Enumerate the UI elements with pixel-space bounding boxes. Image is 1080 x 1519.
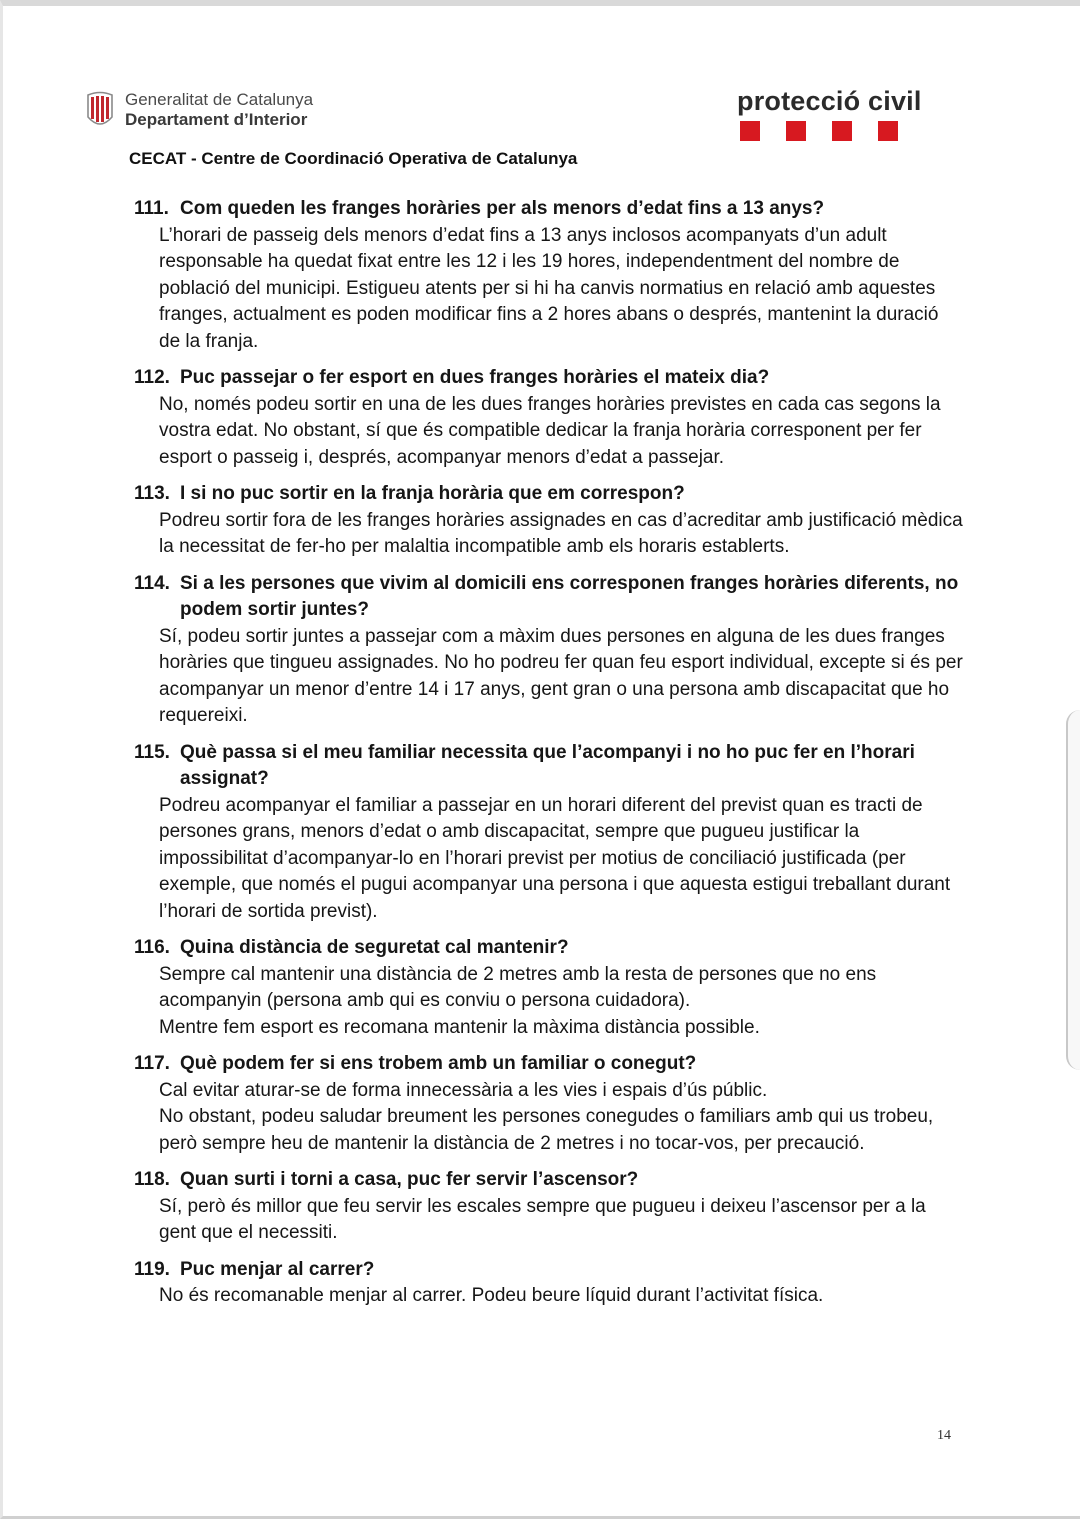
scroll-handle[interactable]	[1066, 710, 1080, 1070]
department-name: Departament d’Interior	[125, 110, 308, 129]
faq-item-115	[134, 740, 964, 926]
faq-item-117	[134, 1051, 964, 1157]
question-number: 117.	[134, 1053, 170, 1074]
proteccio-civil-logo	[737, 85, 937, 141]
answer-paragraph: Podreu acompanyar el familiar a passejar en un horari diferent del previst quan es tracti de persones grans, menors d’edat o amb discapacitat, sempre que pugueu justificar la impossibilitat d’acompanyar-lo en l’horari previst per motius de conciliació justificada (per exemple, que només el pugui acompanyar una persona i que aquesta estigui treballant durant l’horari de sortida previst).	[159, 794, 951, 922]
question-text: Com queden les franges horàries per als menors d’edat fins a 13 anys?	[180, 198, 825, 219]
question-text: Què podem fer si ens trobem amb un familiar o conegut?	[180, 1053, 697, 1074]
faq-list	[134, 196, 964, 1320]
answer-paragraph: Podreu sortir fora de les franges horàries assignades en cas d’acreditar amb justificació mèdica la necessitat de fer-ho per malaltia incompatible amb els horaris establerts.	[159, 509, 963, 557]
faq-item-112	[134, 365, 964, 471]
question-number: 115.	[134, 741, 170, 763]
question-number: 111.	[134, 198, 169, 219]
generalitat-logo	[86, 90, 313, 130]
red-square-icon	[832, 121, 852, 141]
answer-paragraph: Sempre cal mantenir una distància de 2 metres amb la resta de persones que no ens acompanyin (persona amb qui es conviu o persona cuidadora).	[159, 963, 877, 1011]
question-number: 119.	[134, 1258, 170, 1280]
question-number: 112.	[134, 367, 170, 388]
red-square-icon	[740, 121, 760, 141]
generalitat-emblem-icon	[86, 91, 114, 129]
answer-paragraph: No és recomanable menjar al carrer. Podeu beure líquid durant l’activitat física.	[159, 1285, 824, 1306]
answer-paragraph: No obstant, podeu saludar breument les persones conegudes o familiars amb qui us trobeu, però sempre heu de mantenir la distància de 2 metres i no tocar-vos, per precaució.	[159, 1106, 934, 1154]
faq-item-119	[134, 1257, 964, 1310]
answer-paragraph: No, només podeu sortir en una de les dues franges horàries previstes en cada cas segons la vostra edat. No obstant, sí que és compatible dedicar la franja horària corresponent per fer esport o passeig i, després, acompanyar menors d’edat a passejar.	[159, 393, 941, 468]
answer-paragraph: Mentre fem esport es recomana mantenir la màxima distància possible.	[159, 1016, 760, 1038]
question-number: 118.	[134, 1169, 170, 1190]
proteccio-civil-squares	[740, 121, 937, 141]
faq-item-118	[134, 1167, 964, 1247]
question-number: 114.	[134, 572, 170, 594]
question-text: Puc passejar o fer esport en dues franges horàries el mateix dia?	[180, 367, 770, 388]
answer-paragraph: Cal evitar aturar-se de forma innecessària a les vies i espais d’ús públic.	[159, 1079, 768, 1101]
answer-paragraph: Sí, podeu sortir juntes a passejar com a màxim dues persones en alguna de les dues franges horàries que tingueu assignades. No ho podreu fer quan feu esport individual, excepte si és per acompanyar un menor d’entre 14 i 17 anys, gent gran o una persona amb discapacitat que ho requereixi.	[159, 625, 963, 726]
question-text: I si no puc sortir en la franja horària que em correspon?	[180, 483, 685, 504]
answer-paragraph: Sí, però és millor que feu servir les escales sempre que pugueu i deixeu l’ascensor per a la gent que el necessiti.	[159, 1195, 926, 1243]
faq-item-113	[134, 481, 964, 561]
question-number: 113.	[134, 483, 170, 504]
red-square-icon	[786, 121, 806, 141]
red-square-icon	[878, 121, 898, 141]
page-number: 14	[937, 1428, 951, 1443]
proteccio-civil-title: protecció civil	[737, 86, 922, 116]
faq-item-114	[134, 571, 964, 730]
question-text: Quan surti i torni a casa, puc fer servir l’ascensor?	[180, 1169, 639, 1190]
faq-item-116	[134, 935, 964, 1041]
generalitat-name: Generalitat de Catalunya	[125, 90, 314, 109]
answer-paragraph: L’horari de passeig dels menors d’edat fins a 13 anys inclosos acompanyats d’un adult responsable ha quedat fixat entre les 12 i les 19 hores, independentment del nombre de població del municipi. Estigueu atents per si hi ha canvis normatius en relació amb aquestes franges, actualment es poden modificar fins a 2 hores abans o després, mantenint la duració de la franja.	[159, 224, 939, 352]
question-text: Si a les persones que vivim al domicili ens corresponen franges horàries diferents, no podem sortir juntes?	[180, 572, 959, 620]
question-text: Puc menjar al carrer?	[180, 1258, 375, 1280]
question-text: Què passa si el meu familiar necessita que l’acompanyi i no ho puc fer en l’horari assignat?	[180, 741, 915, 789]
cecat-heading: CECAT - Centre de Coordinació Operativa de Catalunya	[129, 149, 578, 168]
question-number: 116.	[134, 937, 170, 958]
faq-item-111	[134, 196, 964, 355]
question-text: Quina distància de seguretat cal mantenir?	[180, 937, 569, 958]
